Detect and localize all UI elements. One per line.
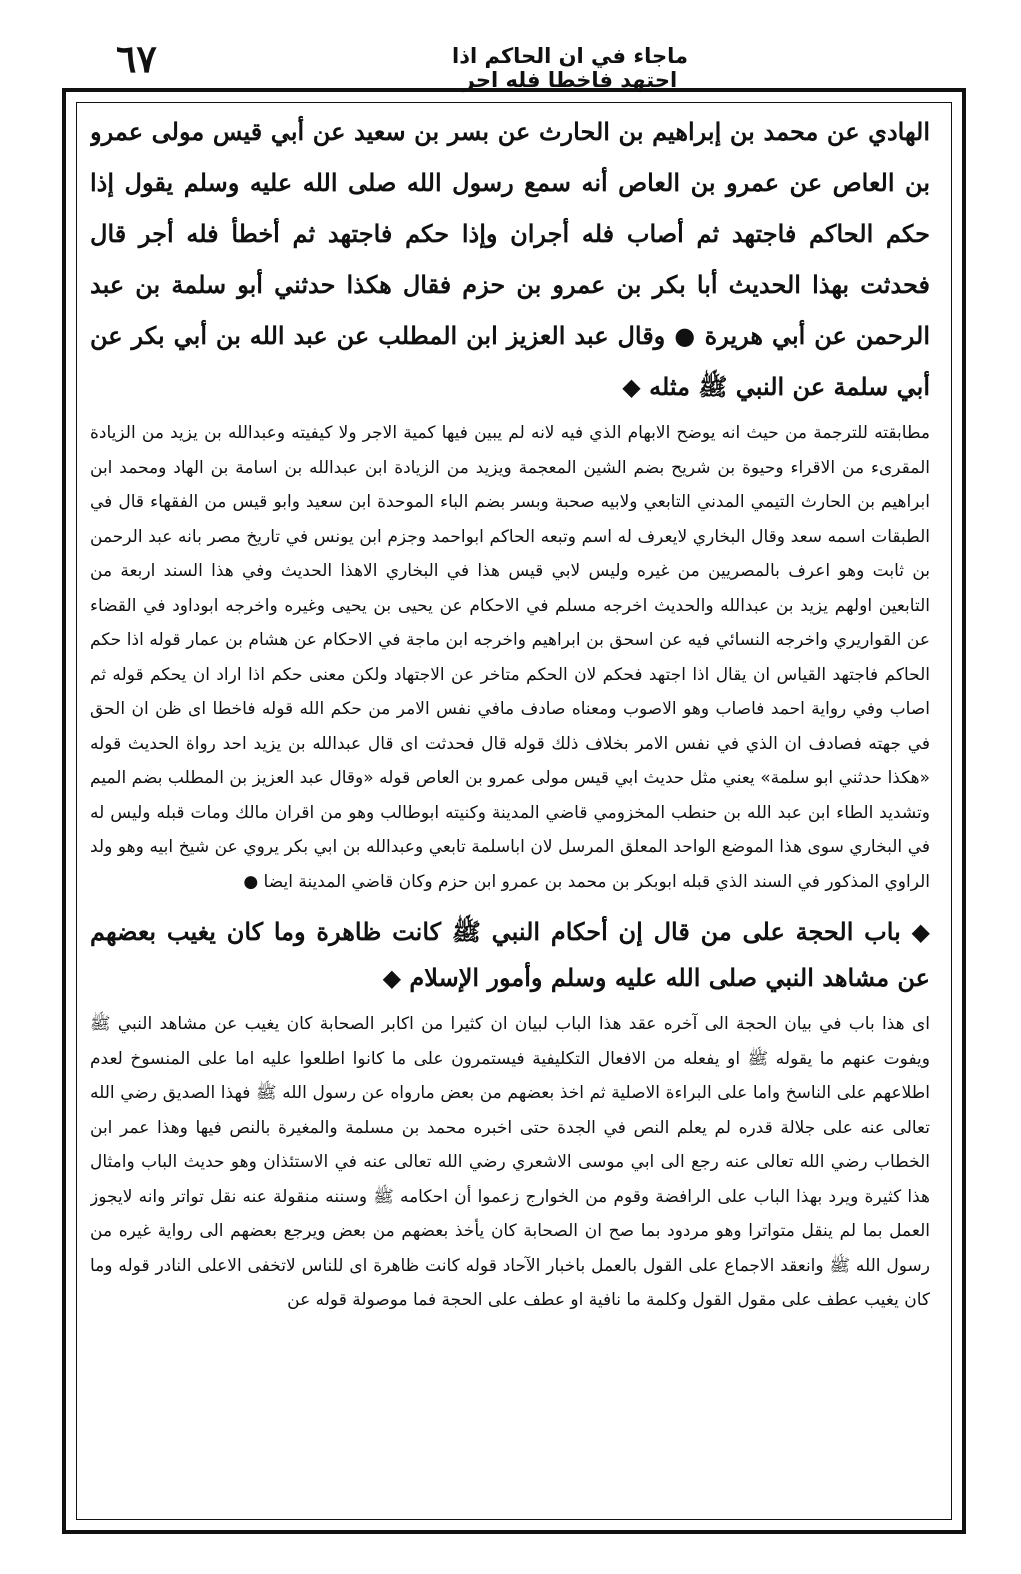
page-number: ٦٧ [116, 36, 157, 81]
chapter-commentary: اى هذا باب في بيان الحجة الى آخره عقد هذا الباب لبيان ان كثيرا من اكابر الصحابة كان يغيب عن مشاهد النبي ﷺ ويفوت عنهم ما يقوله ﷺ او يفعله من الافعال التكليفية فيستمرون على ما كانوا اطلعوا عليه اما على المنسوخ لعدم اطلاعهم على الناسخ واما على البراءة الاصلية ثم اخذ بعضهم من بعض مارواه عن رسول الله ﷺ فهذا الصديق رضي الله تعالى عنه على جلالة قدره لم يعلم النص في الجدة حتى اخبره محمد بن مسلمة والمغيرة بالنص فيها وهذا عمر ابن الخطاب رضي الله تعالى عنه رجع الى ابي موسى الاشعري رضي الله تعالى عنه في الاستئذان وهو حديث الباب وامثال هذا كثيرة ويرد بهذا الباب على الرافضة وقوم من الخوارج زعموا أن احكامه ﷺ وسننه منقولة عنه نقل تواتر وانه لايجوز العمل بما لم ينقل متواترا وهو مردود بما صح ان الصحابة كان يأخذ بعضهم من بعض ويرجع بعضهم الى رواية غيره من رسول الله ﷺ وانعقد الاجماع على القول بالعمل باخبار الآحاد قوله كانت ظاهرة اى للناس لاتخفى الاعلى النادر قوله وما كان يغيب عطف على مقول القول وكلمة ما نافية او عطف على الحجة فما موصولة قوله عن [90, 1014, 930, 1310]
running-title: ماجاء في ان الحاكم اذا اجتهد فاخطا فله اجر [452, 44, 688, 92]
commentary-paragraph: مطابقته للترجمة من حيث انه يوضح الابهام الذي فيه لانه لم يبين فيها كمية الاجر ولا كيفيته وعبدالله بن يزيد من الزيادة المقرىء من الاقراء وحيوة بن شريح بضم الشين المعجمة ويزيد من الزيادة ابن عبدالله بن اسامة بن الهاد ومحمد ابن ابراهيم بن الحارث التيمي المدني التابعي ولابيه صحبة وبسر بضم الباء الموحدة ابن سعيد وابو قيس من الفقهاء قال في الطبقات اسمه سعد وقال البخاري لايعرف له اسم وتبعه الحاكم ابواحمد وجزم ابن يونس في تاريخ مصر بانه عبد الرحمن بن ثابت وهو اعرف بالمصريين من غيره وليس لابي قيس هذا في البخاري الاهذا الحديث وفي هذا السند اربعة من التابعين اولهم يزيد بن عبدالله والحديث اخرجه مسلم في الاحكام عن يحيى بن يحيى وغيره واخرجه ابوداود في القضاء عن القواريري واخرجه النسائي فيه عن اسحق بن ابراهيم واخرجه ابن ماجة في الاحكام عن هشام بن عمار قوله اذا حكم الحاكم فاجتهد القياس ان يقال اذا اجتهد فحكم لان الحكم متاخر عن الاجتهاد ولكن معنى حكم اذا اراد ان يحكم قوله ثم اصاب وفي رواية احمد فاصاب وهو الاصوب ومعناه صادف مافي نفس الامر من حكم الله قوله فاخطا اى ظن ان الحق في جهته فصادف ان الذي في نفس الامر بخلاف ذلك قوله قال فحدثت اى قال عبدالله بن يزيد احد رواة الحديث قوله «هكذا حدثني ابو سلمة» يعني مثل حديث ابي قيس مولى عمرو بن العاص قوله «وقال عبد العزيز بن المطلب بضم الميم وتشديد الطاء ابن عبد الله بن حنطب المخزومي قاضي المدينة وكنيته ابوطالب وهو من اقران مالك ومات قبله وليس له في البخاري سوى هذا الموضع الواحد المعلق المرسل لان اباسلمة تابعي وعبدالله بن ابي بكر يروي عن شيخ ابيه وهو ولد الراوي المذكور في السند الذي قبله ابوبكر بن محمد بن عمرو ابن حزم وكان قاضي المدينة ايضا ● [90, 423, 930, 892]
running-head [60, 36, 981, 92]
chapter-heading: ◆ باب الحجة على من قال إن أحكام النبي ﷺ كانت ظاهرة وما كان يغيب بعضهم عن مشاهد النبي صلى الله عليه وسلم وأمور الإسلام ◆ [90, 917, 930, 992]
main-text [90, 106, 930, 1516]
hadith-text: الهادي عن محمد بن إبراهيم بن الحارث عن بسر بن سعيد عن أبي قيس مولى عمرو بن العاص عن عمرو بن العاص أنه سمع رسول الله صلى الله عليه وسلم يقول إذا حكم الحاكم فاجتهد ثم أصاب فله أجران وإذا حكم فاجتهد ثم أخطأ فله أجر قال فحدثت بهذا الحديث أبا بكر بن عمرو بن حزم فقال هكذا حدثني أبو سلمة بن عبد الرحمن عن أبي هريرة ● وقال عبد العزيز ابن المطلب عن عبد الله بن أبي بكر عن أبي سلمة عن النبي ﷺ مثله ◆ [90, 117, 930, 401]
